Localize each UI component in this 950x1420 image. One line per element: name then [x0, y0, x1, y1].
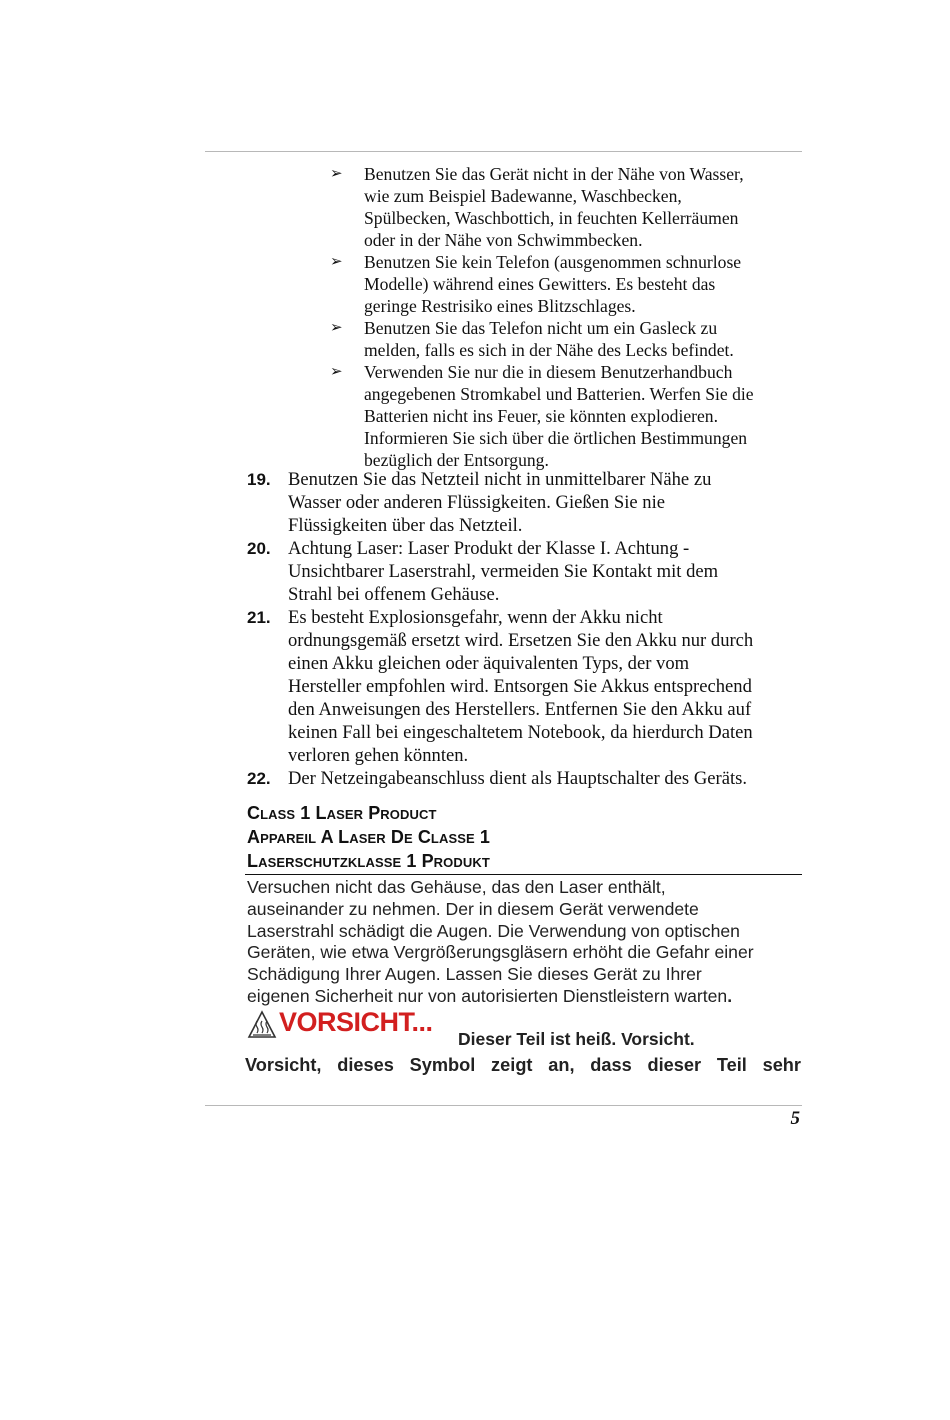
item-number: 20. [247, 539, 271, 558]
item-line: Es besteht Explosionsgefahr, wenn der Akku nicht [288, 607, 663, 628]
footer-rule [205, 1105, 802, 1106]
bullet-line: geringe Restrisiko eines Blitzschlages. [364, 296, 636, 316]
laser-heading-rule [245, 874, 802, 875]
bullet-line: Informieren Sie sich über die örtlichen Bestimmungen [364, 428, 748, 448]
laser-title-en: Class 1 Laser Product [247, 803, 437, 823]
paragraph-line: Schädigung Ihrer Augen. Lassen Sie dieses Gerät zu Ihrer [247, 964, 702, 985]
item-line: Wasser oder anderen Flüssigkeiten. Gießen Sie nie [288, 492, 665, 513]
item-number: 21. [247, 608, 271, 627]
arrow-bullet-icon: ➢ [330, 166, 343, 182]
paragraph-line: Laserstrahl schädigt die Augen. Die Verwendung von optischen [247, 920, 740, 941]
numbered-item-20 [247, 537, 802, 606]
bullet-line: angegebenen Stromkabel und Batterien. Werfen Sie die [364, 384, 754, 404]
item-line: einen Akku gleichen oder äquivalenten Typs, der vom [288, 653, 690, 674]
numbered-item-21 [247, 606, 802, 767]
bullet-line: Benutzen Sie das Telefon nicht um ein Gasleck zu [364, 318, 718, 338]
caution-text: Dieser Teil ist heiß. Vorsicht. [458, 1029, 695, 1049]
list-item [330, 317, 800, 361]
bullet-line: oder in der Nähe von Schwimmbecken. [364, 230, 643, 250]
laser-heading-block [247, 801, 802, 873]
caution-row [247, 1007, 802, 1050]
laser-title-fr: Appareil A Laser De Classe 1 [247, 827, 490, 847]
item-line: Strahl bei offenem Gehäuse. [288, 584, 500, 605]
item-line: Flüssigkeiten über das Netzteil. [288, 515, 523, 536]
paragraph-end-period: . [727, 985, 733, 1006]
paragraph-line: Versuchen nicht das Gehäuse, das den Laser enthält, [247, 877, 666, 897]
item-number: 19. [247, 470, 271, 489]
list-item [330, 163, 800, 251]
bullet-line: Benutzen Sie kein Telefon (ausgenommen schnurlose [364, 252, 742, 272]
bullet-line: bezüglich der Entsorgung. [364, 450, 549, 470]
numbered-safety-list [247, 468, 802, 790]
bullet-line: Modelle) während eines Gewitters. Es besteht das [364, 274, 716, 294]
bullet-line: Batterien nicht ins Feuer, sie könnten explodieren. [364, 406, 719, 426]
numbered-item-19 [247, 468, 802, 537]
paragraph-line: auseinander zu nehmen. Der in diesem Gerät verwendete [247, 898, 699, 919]
bullet-line: Verwenden Sie nur die in diesem Benutzerhandbuch [364, 362, 733, 382]
bullet-line: Benutzen Sie das Gerät nicht in der Nähe von Wasser, [364, 164, 744, 184]
item-line: Der Netzeingabeanschluss dient als Hauptschalter des Geräts. [288, 768, 747, 789]
header-rule [205, 151, 802, 152]
item-line: Achtung Laser: Laser Produkt der Klasse I. Achtung - [288, 538, 690, 559]
item-number: 22. [247, 769, 271, 788]
list-item [330, 361, 800, 471]
item-line: Hersteller empfohlen wird. Entsorgen Sie Akkus entsprechend [288, 676, 752, 697]
bullet-line: wie zum Beispiel Badewanne, Waschbecken, [364, 186, 682, 206]
caution-label: VORSICHT... [279, 1007, 433, 1037]
numbered-item-22 [247, 767, 802, 790]
laser-title-de: Laserschutzklasse 1 Produkt [247, 851, 490, 871]
bullet-line: Spülbecken, Waschbottich, in feuchten Kellerräumen [364, 208, 739, 228]
item-line: Unsichtbarer Laserstrahl, vermeiden Sie Kontakt mit dem [288, 561, 719, 582]
hot-surface-icon [247, 1010, 277, 1040]
item-line: den Anweisungen des Herstellers. Entfernen Sie den Akku auf [288, 699, 752, 720]
paragraph-line: Geräten, wie etwa Vergrößerungsgläsern erhöht die Gefahr einer [247, 942, 754, 963]
arrow-bullet-icon: ➢ [330, 254, 343, 270]
list-item [330, 251, 800, 317]
arrow-bullet-icon: ➢ [330, 364, 343, 380]
laser-warning-paragraph [247, 877, 802, 1008]
caution-body: Vorsicht, dieses Symbol zeigt an, dass dieser Teil sehr [245, 1055, 801, 1075]
paragraph-line-text: eigenen Sicherheit nur von autorisierten Dienstleistern warten [247, 985, 728, 1006]
safety-bullet-list [330, 163, 800, 471]
bullet-line: melden, falls es sich in der Nähe des Lecks befindet. [364, 340, 734, 360]
page-number: 5 [790, 1108, 800, 1129]
item-line: verloren gehen könnten. [288, 745, 469, 766]
item-line: Benutzen Sie das Netzteil nicht in unmittelbarer Nähe zu [288, 469, 712, 490]
paragraph-line [247, 986, 802, 1008]
arrow-bullet-icon: ➢ [330, 320, 343, 336]
item-line: ordnungsgemäß ersetzt wird. Ersetzen Sie den Akku nur durch [288, 630, 754, 651]
item-line: keinen Fall bei eingeschaltetem Notebook, da hierdurch Daten [288, 722, 753, 743]
